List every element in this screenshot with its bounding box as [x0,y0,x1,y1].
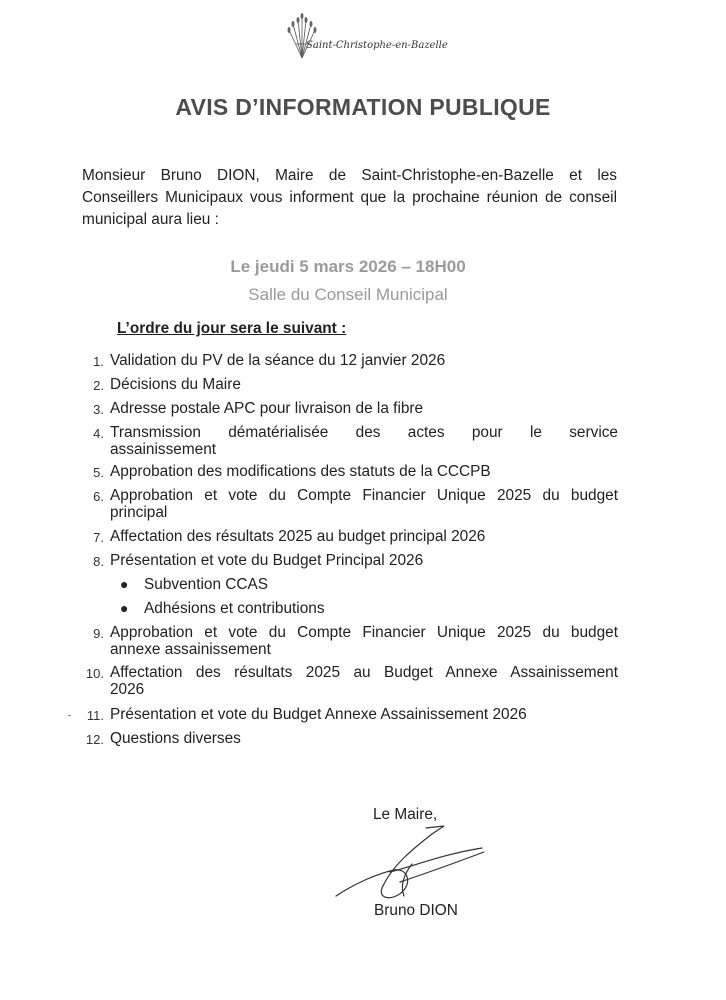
agenda-item-line: principal [110,504,168,521]
agenda-item-text [110,552,618,569]
bullet-icon: ● [120,576,129,592]
agenda-heading: L’ordre du jour sera le suivant : [117,320,347,337]
meeting-place: Salle du Conseil Municipal [248,285,448,304]
meeting-date: Le jeudi 5 mars 2026 – 18H00 [230,257,466,276]
handwritten-signature [334,824,494,906]
agenda-subitem-text: Subvention CCAS [144,576,269,593]
agenda-item-number: 2. [93,378,104,393]
agenda-item-number: 4. [93,426,104,441]
logo-text: Saint-Christophe-en-Bazelle [306,40,448,51]
signature-name: Bruno DION [374,902,458,919]
agenda-item-line: Approbation et vote du Compte Financier Unique 2025 du budget [110,624,618,641]
agenda-item-line: Approbation et vote du Compte Financier Unique 2025 du budget [110,487,618,504]
agenda-item-text [110,352,618,369]
agenda-item-number: 1. [93,354,104,369]
agenda-item-line: Affectation des résultats 2025 au Budget Annexe Assainissement [110,664,618,681]
agenda-item-line: Questions diverses [110,730,241,747]
agenda-item-number: 3. [93,402,104,417]
agenda-item-text [110,376,618,393]
agenda-item-number: 5. [93,465,104,480]
agenda-item-number: 9. [93,626,104,641]
agenda-item-line: annexe assainissement [110,641,271,658]
agenda-item-line: Présentation et vote du Budget Annexe Assainissement 2026 [110,706,527,723]
agenda-item-line: Validation du PV de la séance du 12 janvier 2026 [110,352,446,369]
agenda-item-line: Décisions du Maire [110,376,241,393]
agenda-item-number: 7. [93,530,104,545]
margin-mark [68,715,71,716]
agenda-item-line: Affectation des résultats 2025 au budget principal 2026 [110,528,486,545]
agenda-item-line: Présentation et vote du Budget Principal 2026 [110,552,424,569]
intro-paragraph: Monsieur Bruno DION, Maire de Saint-Christophe-en-Bazelle et les Conseillers Municipaux vous informent que la prochaine réunion de conseil municipal aura lieu : [82,167,617,228]
agenda-item-text [110,706,618,723]
agenda-item-line: 2026 [110,681,145,698]
agenda-item-number: 12. [85,732,104,747]
agenda-item-line: assainissement [110,441,217,458]
agenda-item-text [110,463,618,480]
agenda-item-line: Approbation des modifications des statuts de la CCCPB [110,463,491,480]
signature-role: Le Maire, [373,806,438,823]
agenda-item-text [110,487,618,521]
agenda-item-text [110,664,618,698]
agenda-item-text [110,624,618,658]
agenda-subitem-text: Adhésions et contributions [144,600,325,617]
page-title: AVIS D’INFORMATION PUBLIQUE [175,94,551,120]
agenda-item-number: 11. [86,708,104,723]
agenda-item-line: Adresse postale APC pour livraison de la fibre [110,400,424,417]
agenda-item-number: 8. [93,554,104,569]
agenda-item-text [110,528,618,545]
bullet-icon: ● [120,600,129,616]
agenda-item-line: Transmission dématérialisée des actes pour le service [110,424,618,441]
agenda-item-text [110,424,618,458]
agenda-item-text [110,400,618,417]
agenda-item-text [110,730,618,747]
agenda-item-number: 10. [85,666,104,681]
agenda-item-number: 6. [93,489,104,504]
